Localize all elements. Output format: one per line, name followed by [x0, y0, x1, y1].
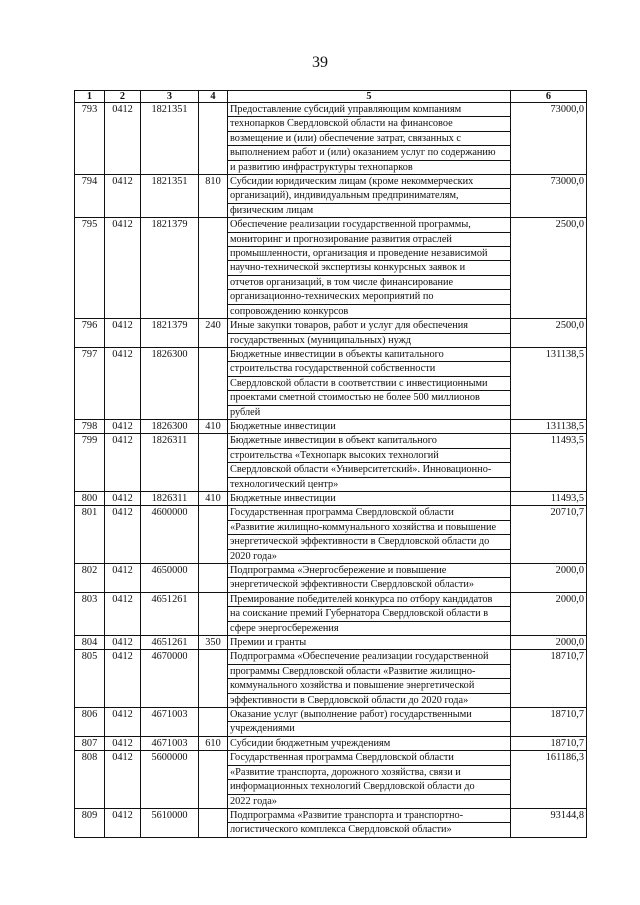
section-code-cell: 0412: [105, 175, 141, 218]
item-name-line: Свердловской области в соответствии с инвестиционными: [228, 377, 510, 391]
expense-type-cell: 410: [199, 419, 228, 433]
amount-cell: 73000,0: [511, 175, 587, 218]
item-name-line: логистического комплекса Свердловской области»: [230, 824, 452, 836]
expense-type-cell: [199, 650, 228, 708]
expense-type-cell: 410: [199, 491, 228, 505]
table-row: [75, 650, 587, 708]
table-row: [75, 103, 587, 175]
column-header: 5: [228, 91, 511, 103]
row-number-cell: 801: [75, 506, 105, 564]
column-header: 4: [199, 91, 228, 103]
table-row: [75, 347, 587, 419]
row-number-cell: 805: [75, 650, 105, 708]
item-name-line: организаций), индивидуальным предпринимателям,: [228, 189, 510, 203]
item-name-cell: [228, 491, 511, 505]
column-header: 3: [141, 91, 199, 103]
item-name-line: энергетической эффективности Свердловской области»: [230, 579, 475, 591]
item-name-line: технопарков Свердловской области на финансовое: [228, 117, 510, 131]
item-name-line: Оказание услуг (выполнение работ) государственными: [228, 708, 510, 722]
item-name-line: Бюджетные инвестиции в объект капитального: [228, 434, 510, 448]
item-name-line: Подпрограмма «Развитие транспорта и транспортно-: [228, 809, 510, 823]
target-article-cell: 1821379: [141, 218, 199, 319]
amount-cell: 11493,5: [511, 434, 587, 492]
table-row: [75, 218, 587, 319]
target-article-cell: 1821379: [141, 319, 199, 348]
expense-type-cell: [199, 751, 228, 809]
amount-cell: 11493,5: [511, 491, 587, 505]
target-article-cell: 5610000: [141, 808, 199, 837]
item-name-line: Премии и гранты: [230, 637, 307, 649]
item-name-cell: [228, 736, 511, 750]
item-name-cell: [228, 708, 511, 737]
section-code-cell: 0412: [105, 751, 141, 809]
item-name-line: строительства «Технопарк высоких технологий: [228, 449, 510, 463]
item-name-line: строительства государственной собственности: [228, 362, 510, 376]
expense-type-cell: [199, 103, 228, 175]
table-row: [75, 636, 587, 650]
amount-cell: 18710,7: [511, 650, 587, 708]
amount-cell: 161186,3: [511, 751, 587, 809]
section-code-cell: 0412: [105, 218, 141, 319]
item-name-line: рублей: [230, 406, 261, 418]
target-article-cell: 1826311: [141, 434, 199, 492]
item-name-line: и развитию инфраструктуры технопарков: [230, 161, 413, 173]
section-code-cell: 0412: [105, 347, 141, 419]
amount-cell: 2000,0: [511, 636, 587, 650]
column-header: 2: [105, 91, 141, 103]
item-name-line: Бюджетные инвестиции: [230, 492, 336, 504]
amount-cell: 18710,7: [511, 708, 587, 737]
budget-table: [74, 90, 587, 838]
expense-type-cell: [199, 434, 228, 492]
expense-type-cell: [199, 347, 228, 419]
table-row: [75, 175, 587, 218]
column-header: 1: [75, 91, 105, 103]
expense-type-cell: [199, 564, 228, 593]
table-row: [75, 491, 587, 505]
row-number-cell: 793: [75, 103, 105, 175]
item-name-line: сопровождению конкурсов: [230, 305, 349, 317]
section-code-cell: 0412: [105, 736, 141, 750]
item-name-line: эффективности в Свердловской области до 2020 года»: [230, 694, 469, 706]
row-number-cell: 803: [75, 592, 105, 635]
item-name-cell: [228, 103, 511, 175]
row-number-cell: 806: [75, 708, 105, 737]
section-code-cell: 0412: [105, 808, 141, 837]
section-code-cell: 0412: [105, 564, 141, 593]
target-article-cell: 4650000: [141, 564, 199, 593]
row-number-cell: 807: [75, 736, 105, 750]
item-name-line: «Развитие жилищно-коммунального хозяйства и повышение: [228, 521, 510, 535]
item-name-line: технологический центр»: [230, 478, 339, 490]
amount-cell: 18710,7: [511, 736, 587, 750]
amount-cell: 2000,0: [511, 564, 587, 593]
amount-cell: 20710,7: [511, 506, 587, 564]
target-article-cell: 1826300: [141, 419, 199, 433]
amount-cell: 2500,0: [511, 218, 587, 319]
expense-type-cell: [199, 506, 228, 564]
item-name-cell: [228, 434, 511, 492]
item-name-line: Бюджетные инвестиции: [230, 420, 336, 432]
item-name-line: мониторинг и прогнозирование развития отраслей: [228, 233, 510, 247]
row-number-cell: 802: [75, 564, 105, 593]
section-code-cell: 0412: [105, 592, 141, 635]
item-name-line: Государственная программа Свердловской области: [228, 506, 510, 520]
expense-type-cell: 350: [199, 636, 228, 650]
table-row: [75, 708, 587, 737]
expense-type-cell: [199, 592, 228, 635]
row-number-cell: 795: [75, 218, 105, 319]
target-article-cell: 1826311: [141, 491, 199, 505]
amount-cell: 93144,8: [511, 808, 587, 837]
target-article-cell: 4671003: [141, 736, 199, 750]
amount-cell: 2500,0: [511, 319, 587, 348]
table-row: [75, 506, 587, 564]
target-article-cell: 1826300: [141, 347, 199, 419]
item-name-line: 2020 года»: [230, 550, 277, 562]
item-name-cell: [228, 564, 511, 593]
item-name-line: Подпрограмма «Обеспечение реализации государственной: [228, 650, 510, 664]
page-number: 39: [312, 54, 328, 71]
target-article-cell: 1821351: [141, 175, 199, 218]
item-name-line: Премирование победителей конкурса по отбору кандидатов: [228, 593, 510, 607]
table-row: [75, 592, 587, 635]
item-name-line: сфере энергосбережения: [230, 622, 339, 634]
item-name-line: возмещение и (или) обеспечение затрат, связанных с: [228, 132, 510, 146]
table-row: [75, 751, 587, 809]
amount-cell: 131138,5: [511, 347, 587, 419]
row-number-cell: 797: [75, 347, 105, 419]
section-code-cell: 0412: [105, 491, 141, 505]
expense-type-cell: [199, 218, 228, 319]
table-row: [75, 736, 587, 750]
item-name-line: Иные закупки товаров, работ и услуг для обеспечения: [228, 319, 510, 333]
item-name-line: 2022 года»: [230, 795, 277, 807]
expense-type-cell: [199, 708, 228, 737]
item-name-cell: [228, 319, 511, 348]
item-name-line: энергетической эффективности в Свердловской области до: [228, 535, 510, 549]
amount-cell: 131138,5: [511, 419, 587, 433]
item-name-line: на соискание премий Губернатора Свердловской области в: [228, 607, 510, 621]
row-number-cell: 800: [75, 491, 105, 505]
item-name-line: Государственная программа Свердловской области: [228, 751, 510, 765]
item-name-cell: [228, 751, 511, 809]
section-code-cell: 0412: [105, 434, 141, 492]
section-code-cell: 0412: [105, 650, 141, 708]
row-number-cell: 799: [75, 434, 105, 492]
item-name-cell: [228, 347, 511, 419]
table-row: [75, 564, 587, 593]
item-name-line: промышленности, организация и проведение независимой: [228, 247, 510, 261]
item-name-line: Подпрограмма «Энергосбережение и повышение: [228, 564, 510, 578]
item-name-cell: [228, 636, 511, 650]
item-name-cell: [228, 419, 511, 433]
item-name-cell: [228, 218, 511, 319]
table-header: [75, 91, 587, 103]
item-name-line: «Развитие транспорта, дорожного хозяйства, связи и: [228, 766, 510, 780]
table-body: [75, 103, 587, 838]
table-row: [75, 419, 587, 433]
expense-type-cell: [199, 808, 228, 837]
section-code-cell: 0412: [105, 103, 141, 175]
item-name-line: Субсидии бюджетным учреждениям: [230, 737, 391, 749]
item-name-line: Субсидии юридическим лицам (кроме некоммерческих: [228, 175, 510, 189]
item-name-line: коммунального хозяйства и повышение энергетической: [228, 679, 510, 693]
table-row: [75, 434, 587, 492]
item-name-line: программы Свердловской области «Развитие жилищно-: [228, 665, 510, 679]
header-row: [75, 91, 587, 103]
row-number-cell: 794: [75, 175, 105, 218]
expense-type-cell: 240: [199, 319, 228, 348]
item-name-line: Предоставление субсидий управляющим компаниям: [228, 103, 510, 117]
target-article-cell: 4671003: [141, 708, 199, 737]
target-article-cell: 4600000: [141, 506, 199, 564]
item-name-cell: [228, 592, 511, 635]
row-number-cell: 798: [75, 419, 105, 433]
item-name-cell: [228, 808, 511, 837]
item-name-line: информационных технологий Свердловской области до: [228, 780, 510, 794]
section-code-cell: 0412: [105, 419, 141, 433]
target-article-cell: 5600000: [141, 751, 199, 809]
item-name-line: Свердловской области «Университетский». Инновационно-: [228, 463, 510, 477]
item-name-line: проектами сметной стоимостью не более 500 миллионов: [228, 391, 510, 405]
row-number-cell: 804: [75, 636, 105, 650]
target-article-cell: 1821351: [141, 103, 199, 175]
target-article-cell: 4651261: [141, 592, 199, 635]
target-article-cell: 4651261: [141, 636, 199, 650]
section-code-cell: 0412: [105, 506, 141, 564]
item-name-line: отчетов организаций, в том числе финансирование: [228, 276, 510, 290]
item-name-line: выполнением работ и (или) оказанием услуг по содержанию: [228, 146, 510, 160]
item-name-line: научно-технической экспертизы конкурсных заявок и: [228, 261, 510, 275]
item-name-line: Обеспечение реализации государственной программы,: [228, 218, 510, 232]
amount-cell: 2000,0: [511, 592, 587, 635]
column-header: 6: [511, 91, 587, 103]
item-name-line: учреждениями: [230, 723, 295, 735]
item-name-cell: [228, 175, 511, 218]
item-name-cell: [228, 506, 511, 564]
row-number-cell: 809: [75, 808, 105, 837]
item-name-line: физическим лицам: [230, 204, 314, 216]
table-row: [75, 319, 587, 348]
row-number-cell: 796: [75, 319, 105, 348]
section-code-cell: 0412: [105, 319, 141, 348]
item-name-line: государственных (муниципальных) нужд: [230, 334, 411, 346]
item-name-cell: [228, 650, 511, 708]
amount-cell: 73000,0: [511, 103, 587, 175]
row-number-cell: 808: [75, 751, 105, 809]
table-row: [75, 808, 587, 837]
item-name-line: Бюджетные инвестиции в объекты капитального: [228, 348, 510, 362]
section-code-cell: 0412: [105, 708, 141, 737]
target-article-cell: 4670000: [141, 650, 199, 708]
section-code-cell: 0412: [105, 636, 141, 650]
expense-type-cell: 610: [199, 736, 228, 750]
expense-type-cell: 810: [199, 175, 228, 218]
item-name-line: организационно-технических мероприятий по: [228, 290, 510, 304]
